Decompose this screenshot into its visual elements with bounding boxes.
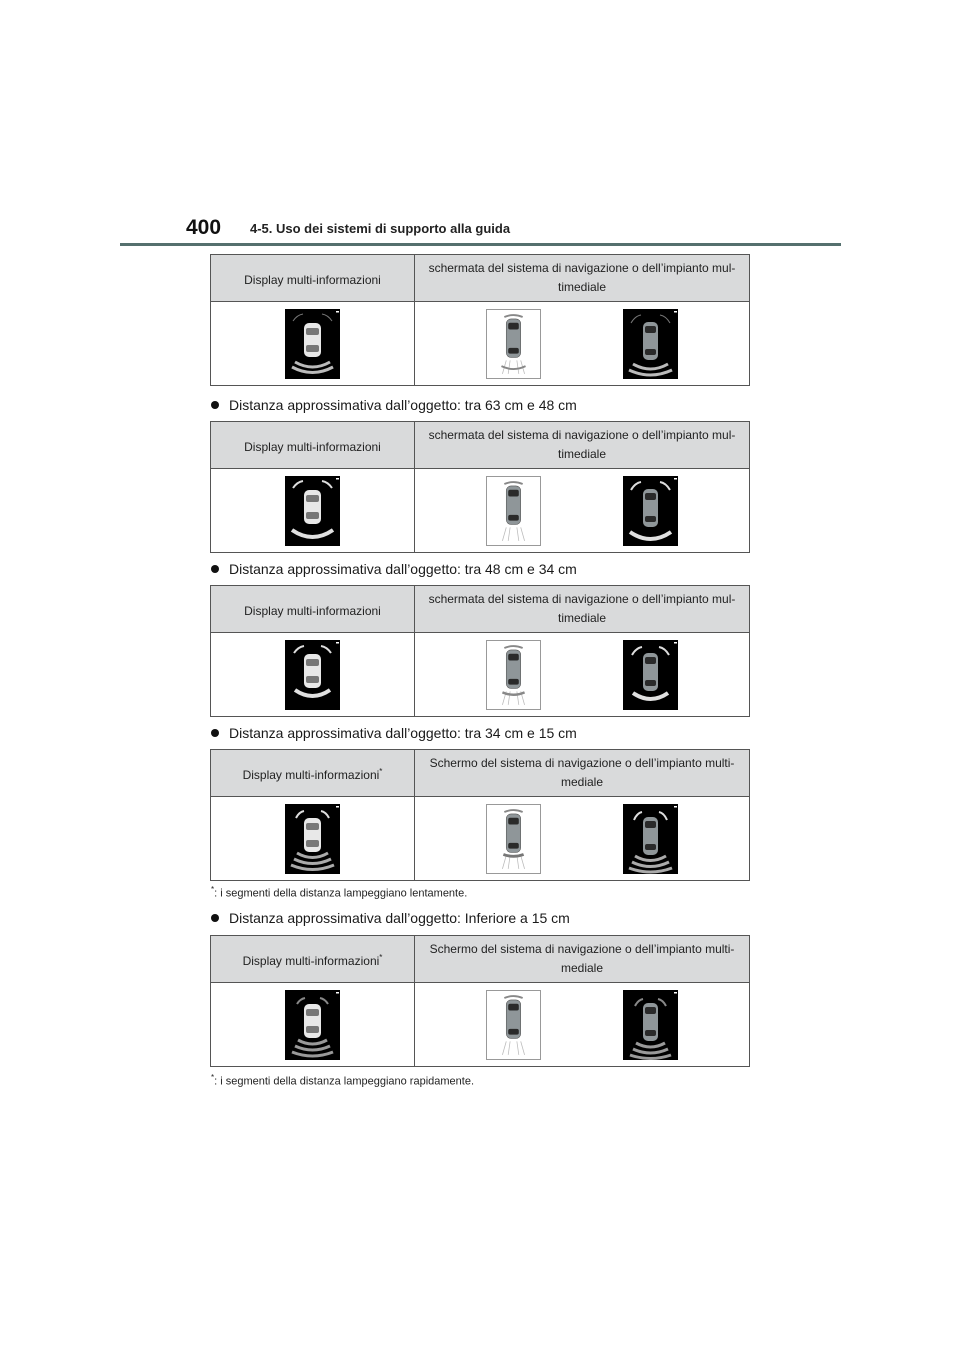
display-table [210, 935, 750, 1067]
car-sensor-display-illustration [486, 640, 541, 710]
display-table [210, 421, 750, 553]
car-sensor-display-illustration [623, 476, 678, 546]
col1-header: Display multi-informazioni* [211, 750, 415, 797]
header-rule [120, 243, 841, 246]
car-sensor-display-illustration [486, 804, 541, 874]
col2-header: schermata del sistema di navigazione o dell’impianto mul-timediale [415, 255, 750, 302]
bullet-item: Distanza approssimativa dall’oggetto: tra 34 cm e 15 cm [211, 725, 577, 741]
footnote: *: i segmenti della distanza lampeggiano lentamente. [211, 885, 468, 900]
display-table [210, 585, 750, 717]
col1-header: Display multi-informazioni [211, 586, 415, 633]
nav-illustration-cell [415, 469, 750, 553]
nav-illustration-cell [415, 633, 750, 717]
bullet-dot-icon [211, 729, 219, 737]
car-sensor-display-illustration [285, 804, 340, 874]
car-sensor-display-illustration [285, 309, 340, 379]
car-sensor-display-illustration [486, 309, 541, 379]
nav-illustration-cell [415, 797, 750, 881]
display-table [210, 254, 750, 386]
car-sensor-display-illustration [486, 990, 541, 1060]
mid-illustration-cell [211, 302, 415, 386]
nav-illustration-cell [415, 302, 750, 386]
col1-header: Display multi-informazioni* [211, 936, 415, 983]
col2-header: Schermo del sistema di navigazione o dell’impianto multi-mediale [415, 936, 750, 983]
car-sensor-display-illustration [623, 309, 678, 379]
bullet-dot-icon [211, 401, 219, 409]
car-sensor-display-illustration [285, 476, 340, 546]
bullet-dot-icon [211, 565, 219, 573]
mid-illustration-cell [211, 633, 415, 717]
mid-illustration-cell [211, 797, 415, 881]
car-sensor-display-illustration [623, 640, 678, 710]
footnote: *: i segmenti della distanza lampeggiano rapidamente. [211, 1073, 475, 1088]
page-header [0, 0, 960, 250]
col2-header: schermata del sistema di navigazione o dell’impianto mul-timediale [415, 422, 750, 469]
col1-header: Display multi-informazioni [211, 255, 415, 302]
bullet-dot-icon [211, 914, 219, 922]
page-number: 400 [186, 216, 222, 239]
car-sensor-display-illustration [623, 804, 678, 874]
car-sensor-display-illustration [623, 990, 678, 1060]
car-sensor-display-illustration [285, 640, 340, 710]
section-title: 4-5. Uso dei sistemi di supporto alla guida [250, 221, 511, 236]
mid-illustration-cell [211, 469, 415, 553]
bullet-item: Distanza approssimativa dall’oggetto: tra 63 cm e 48 cm [211, 397, 577, 413]
col2-header: Schermo del sistema di navigazione o dell’impianto multi-mediale [415, 750, 750, 797]
nav-illustration-cell [415, 983, 750, 1067]
col1-header: Display multi-informazioni [211, 422, 415, 469]
mid-illustration-cell [211, 983, 415, 1067]
display-table [210, 749, 750, 881]
car-sensor-display-illustration [285, 990, 340, 1060]
bullet-item: Distanza approssimativa dall’oggetto: tra 48 cm e 34 cm [211, 561, 577, 577]
car-sensor-display-illustration [486, 476, 541, 546]
col2-header: schermata del sistema di navigazione o dell’impianto mul-timediale [415, 586, 750, 633]
bullet-item: Distanza approssimativa dall’oggetto: Inferiore a 15 cm [211, 910, 570, 926]
